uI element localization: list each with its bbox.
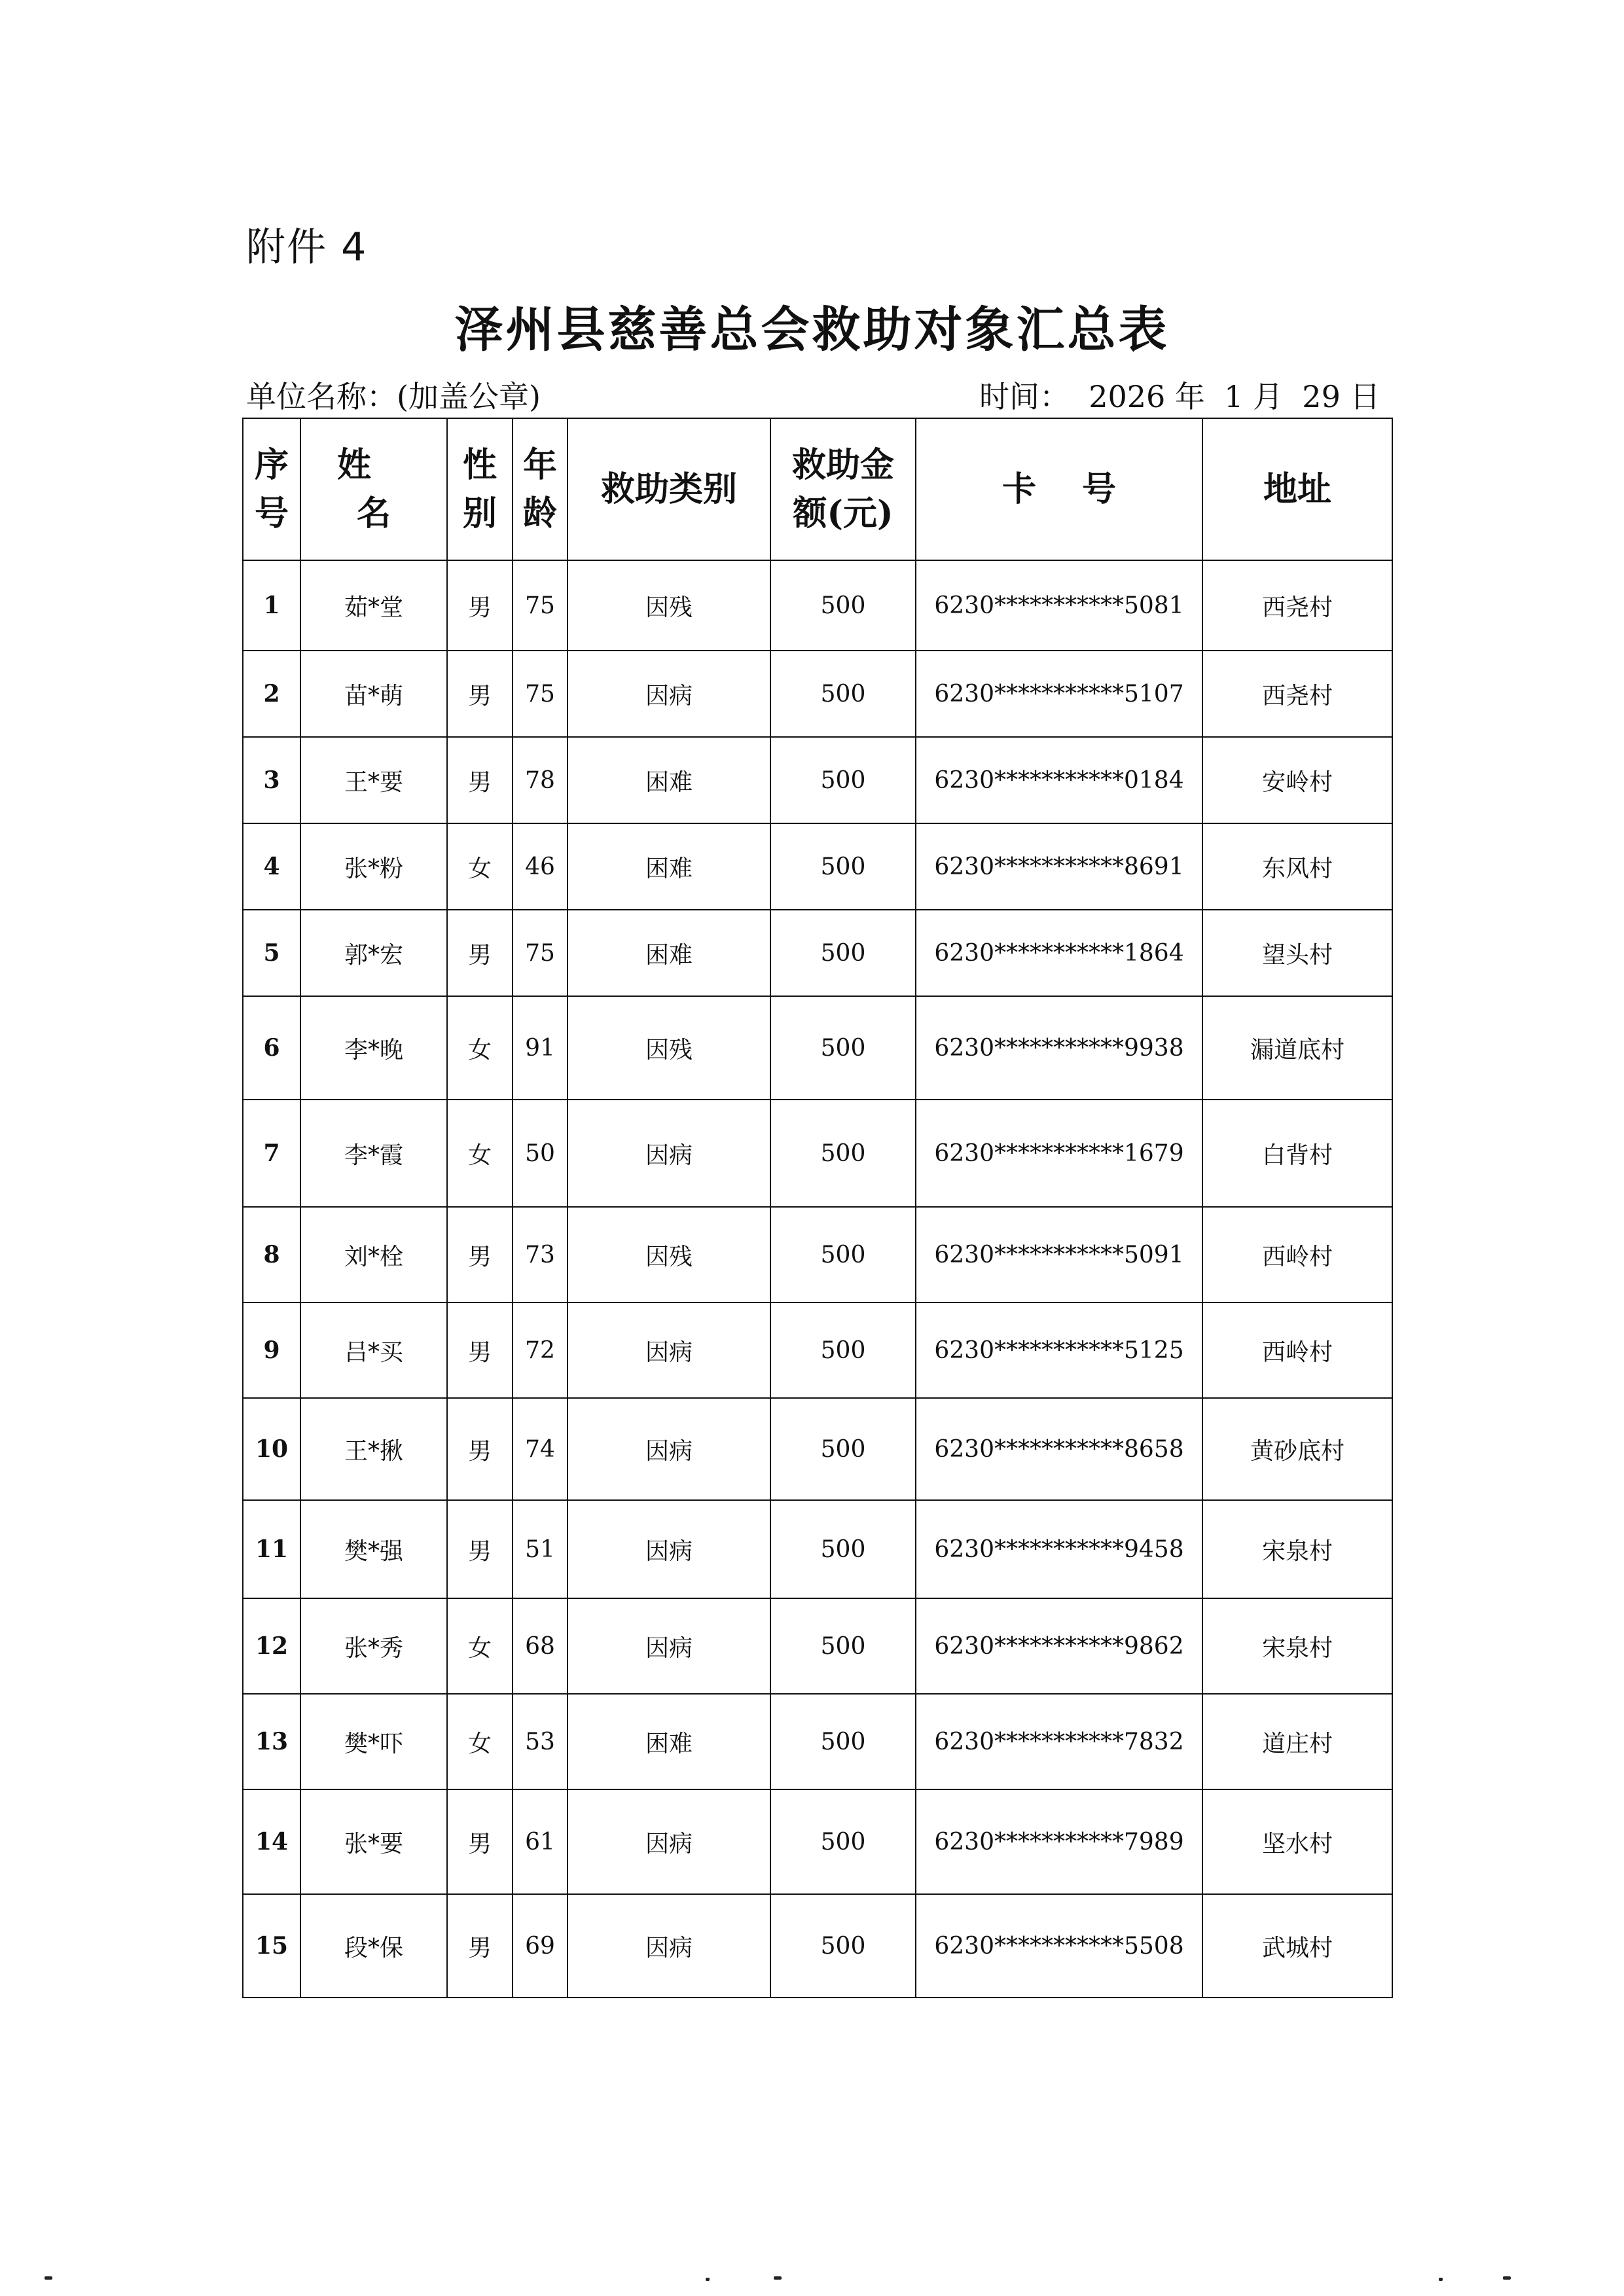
- header-seq: 序 号: [243, 418, 300, 560]
- cell-amount: 500: [770, 1694, 916, 1789]
- table-row: [243, 737, 1392, 823]
- table-row: [243, 823, 1392, 910]
- cell-name: 茹*堂: [300, 560, 447, 651]
- table-row: [243, 1694, 1392, 1789]
- cell-amount: 500: [770, 1398, 916, 1500]
- cell-card: 6230***********5107: [916, 651, 1202, 737]
- scan-speck: [1439, 2278, 1443, 2281]
- cell-age: 53: [513, 1694, 568, 1789]
- header-name: 姓名: [300, 418, 447, 560]
- table-row: [243, 1598, 1392, 1694]
- cell-gender: 男: [447, 1894, 513, 1998]
- cell-name: 樊*吓: [300, 1694, 447, 1789]
- cell-age: 75: [513, 651, 568, 737]
- cell-address: 宋泉村: [1202, 1598, 1392, 1694]
- cell-card: 6230***********7832: [916, 1694, 1202, 1789]
- cell-category: 因病: [568, 1302, 770, 1398]
- table-row: [243, 1500, 1392, 1598]
- cell-category: 因病: [568, 651, 770, 737]
- scan-speck: [706, 2278, 710, 2281]
- cell-card: 6230***********9458: [916, 1500, 1202, 1598]
- cell-age: 68: [513, 1598, 568, 1694]
- cell-seq: 13: [243, 1694, 300, 1789]
- cell-name: 张*要: [300, 1789, 447, 1894]
- cell-gender: 女: [447, 1598, 513, 1694]
- cell-gender: 女: [447, 1694, 513, 1789]
- cell-gender: 男: [447, 651, 513, 737]
- cell-amount: 500: [770, 910, 916, 996]
- table-row: [243, 560, 1392, 651]
- cell-age: 74: [513, 1398, 568, 1500]
- cell-gender: 男: [447, 1398, 513, 1500]
- table-row: [243, 1789, 1392, 1894]
- cell-age: 75: [513, 560, 568, 651]
- cell-gender: 男: [447, 560, 513, 651]
- cell-gender: 女: [447, 996, 513, 1100]
- cell-age: 51: [513, 1500, 568, 1598]
- cell-seq: 6: [243, 996, 300, 1100]
- cell-name: 李*霞: [300, 1100, 447, 1207]
- cell-card: 6230***********9938: [916, 996, 1202, 1100]
- page-title: 泽州县慈善总会救助对象汇总表: [454, 302, 1170, 358]
- cell-card: 6230***********8658: [916, 1398, 1202, 1500]
- cell-category: 因残: [568, 996, 770, 1100]
- cell-age: 50: [513, 1100, 568, 1207]
- cell-age: 75: [513, 910, 568, 996]
- cell-name: 樊*强: [300, 1500, 447, 1598]
- cell-amount: 500: [770, 996, 916, 1100]
- cell-category: 因残: [568, 1207, 770, 1302]
- cell-category: 因残: [568, 560, 770, 651]
- cell-name: 刘*栓: [300, 1207, 447, 1302]
- cell-seq: 14: [243, 1789, 300, 1894]
- table-row: [243, 996, 1392, 1100]
- cell-amount: 500: [770, 823, 916, 910]
- cell-seq: 12: [243, 1598, 300, 1694]
- scan-speck: [1503, 2276, 1511, 2280]
- cell-gender: 男: [447, 1207, 513, 1302]
- cell-gender: 男: [447, 1789, 513, 1894]
- cell-card: 6230***********9862: [916, 1598, 1202, 1694]
- unit-name-label: 单位名称：(加盖公章): [246, 379, 541, 414]
- cell-seq: 4: [243, 823, 300, 910]
- cell-amount: 500: [770, 1894, 916, 1998]
- cell-name: 吕*买: [300, 1302, 447, 1398]
- cell-card: 6230***********5081: [916, 560, 1202, 651]
- cell-seq: 11: [243, 1500, 300, 1598]
- cell-address: 白背村: [1202, 1100, 1392, 1207]
- cell-seq: 7: [243, 1100, 300, 1207]
- cell-name: 段*保: [300, 1894, 447, 1998]
- cell-gender: 男: [447, 910, 513, 996]
- cell-category: 因病: [568, 1789, 770, 1894]
- cell-age: 69: [513, 1894, 568, 1998]
- cell-amount: 500: [770, 1598, 916, 1694]
- cell-card: 6230***********7989: [916, 1789, 1202, 1894]
- cell-name: 张*粉: [300, 823, 447, 910]
- cell-category: 因病: [568, 1894, 770, 1998]
- cell-seq: 15: [243, 1894, 300, 1998]
- header-amount: 救助金 额(元): [770, 418, 916, 560]
- cell-name: 李*晚: [300, 996, 447, 1100]
- table-row: [243, 1894, 1392, 1998]
- cell-age: 91: [513, 996, 568, 1100]
- cell-category: 因病: [568, 1598, 770, 1694]
- cell-age: 46: [513, 823, 568, 910]
- scan-speck: [45, 2276, 52, 2280]
- cell-category: 因病: [568, 1100, 770, 1207]
- table-row: [243, 910, 1392, 996]
- cell-card: 6230***********8691: [916, 823, 1202, 910]
- cell-address: 黄砂底村: [1202, 1398, 1392, 1500]
- cell-address: 坚水村: [1202, 1789, 1392, 1894]
- cell-address: 西岭村: [1202, 1207, 1392, 1302]
- cell-address: 西尧村: [1202, 651, 1392, 737]
- cell-category: 因病: [568, 1398, 770, 1500]
- cell-address: 西尧村: [1202, 560, 1392, 651]
- cell-amount: 500: [770, 1302, 916, 1398]
- cell-seq: 3: [243, 737, 300, 823]
- header-address: 地址: [1202, 418, 1392, 560]
- cell-name: 王*揪: [300, 1398, 447, 1500]
- cell-address: 漏道底村: [1202, 996, 1392, 1100]
- cell-name: 王*要: [300, 737, 447, 823]
- header-age: 年 龄: [513, 418, 568, 560]
- cell-card: 6230***********5125: [916, 1302, 1202, 1398]
- cell-category: 困难: [568, 823, 770, 910]
- cell-amount: 500: [770, 560, 916, 651]
- cell-gender: 男: [447, 737, 513, 823]
- cell-age: 61: [513, 1789, 568, 1894]
- cell-category: 困难: [568, 910, 770, 996]
- cell-name: 郭*宏: [300, 910, 447, 996]
- cell-category: 困难: [568, 737, 770, 823]
- relief-summary-table: [242, 418, 1393, 1998]
- cell-seq: 5: [243, 910, 300, 996]
- cell-seq: 2: [243, 651, 300, 737]
- cell-gender: 女: [447, 1100, 513, 1207]
- date-label: 时间： 2026 年 1 月 29 日: [979, 379, 1380, 414]
- cell-age: 73: [513, 1207, 568, 1302]
- cell-seq: 1: [243, 560, 300, 651]
- cell-seq: 8: [243, 1207, 300, 1302]
- cell-amount: 500: [770, 1789, 916, 1894]
- cell-card: 6230***********1679: [916, 1100, 1202, 1207]
- cell-gender: 男: [447, 1500, 513, 1598]
- table-row: [243, 651, 1392, 737]
- cell-category: 困难: [568, 1694, 770, 1789]
- cell-amount: 500: [770, 651, 916, 737]
- cell-address: 宋泉村: [1202, 1500, 1392, 1598]
- cell-address: 安岭村: [1202, 737, 1392, 823]
- cell-amount: 500: [770, 1207, 916, 1302]
- cell-card: 6230***********0184: [916, 737, 1202, 823]
- cell-card: 6230***********1864: [916, 910, 1202, 996]
- cell-amount: 500: [770, 1500, 916, 1598]
- cell-age: 72: [513, 1302, 568, 1398]
- cell-seq: 10: [243, 1398, 300, 1500]
- table-row: [243, 1398, 1392, 1500]
- cell-amount: 500: [770, 1100, 916, 1207]
- table-row: [243, 1207, 1392, 1302]
- cell-amount: 500: [770, 737, 916, 823]
- cell-address: 道庄村: [1202, 1694, 1392, 1789]
- cell-card: 6230***********5508: [916, 1894, 1202, 1998]
- cell-address: 武城村: [1202, 1894, 1392, 1998]
- cell-address: 西岭村: [1202, 1302, 1392, 1398]
- table-row: [243, 1100, 1392, 1207]
- header-gender: 性 别: [447, 418, 513, 560]
- cell-age: 78: [513, 737, 568, 823]
- cell-card: 6230***********5091: [916, 1207, 1202, 1302]
- cell-address: 望头村: [1202, 910, 1392, 996]
- cell-name: 张*秀: [300, 1598, 447, 1694]
- table-row: [243, 1302, 1392, 1398]
- cell-gender: 女: [447, 823, 513, 910]
- scan-speck: [774, 2276, 782, 2280]
- cell-address: 东风村: [1202, 823, 1392, 910]
- cell-category: 因病: [568, 1500, 770, 1598]
- cell-name: 苗*萌: [300, 651, 447, 737]
- cell-seq: 9: [243, 1302, 300, 1398]
- header-card: 卡号: [916, 418, 1202, 560]
- table-header-row: [243, 418, 1392, 560]
- attachment-label: 附件 4: [246, 224, 368, 270]
- cell-gender: 男: [447, 1302, 513, 1398]
- header-category: 救助类别: [568, 418, 770, 560]
